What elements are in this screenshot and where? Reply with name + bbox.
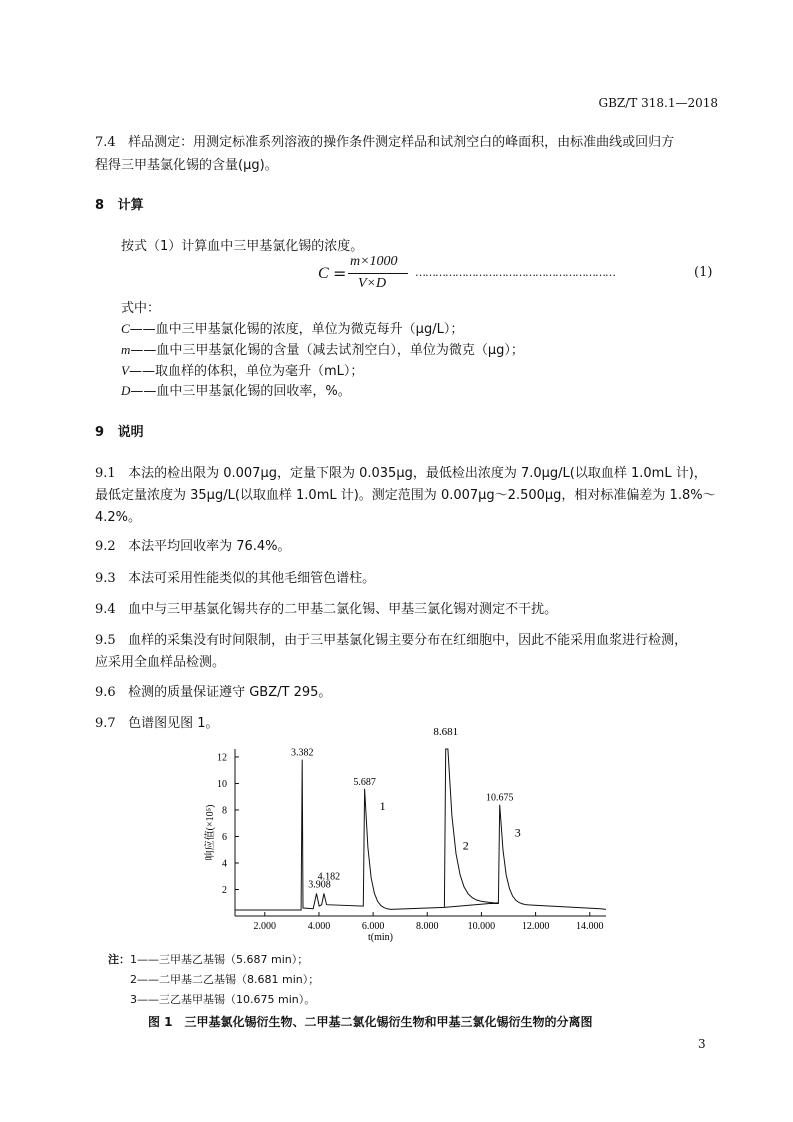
note-number: 9.1 bbox=[95, 466, 116, 481]
figure-note-2: 2——二甲基二乙基锡（8.681 min）； bbox=[130, 973, 320, 986]
note-number: 9.7 bbox=[95, 716, 116, 731]
note-text: 本法的检出限为 0.007μg，定量下限为 0.035μg，最低检出浓度为 7.0μg/L(以取血样 1.0mL 计)， bbox=[128, 466, 707, 481]
peak-number: 1 bbox=[379, 798, 386, 813]
section-9-number: 9 bbox=[95, 425, 105, 440]
note-number: 9.2 bbox=[95, 539, 116, 554]
y-tick-label: 4 bbox=[222, 858, 227, 870]
note-text: 血样的采集没有时间限制，由于三甲基氯化锡主要分布在红细胞中，因此不能采用血浆进行检测， bbox=[128, 633, 688, 648]
section-7-4-text: 样品测定：用测定标准系列溶液的操作条件测定样品和试剂空白的峰面积，由标准曲线或回归方 bbox=[128, 135, 675, 150]
peak-number: 3 bbox=[514, 825, 521, 840]
figure-caption: 图 1 三甲基氯化锡衍生物、二甲基二氯化锡衍生物和甲基三氯化锡衍生物的分离图 bbox=[148, 1015, 593, 1029]
note-9-5-line2: 应采用全血样品检测。 bbox=[95, 655, 226, 670]
x-tick-label: 10.000 bbox=[467, 921, 496, 932]
x-tick-label: 2.000 bbox=[253, 921, 277, 932]
note-text: 检测的质量保证遵守 GBZ/T 295。 bbox=[128, 685, 332, 700]
x-tick-label: 6.000 bbox=[361, 921, 385, 932]
where-symbol: V bbox=[121, 363, 129, 378]
section-7-4-line2: 程得三甲基氯化锡的含量(μg)。 bbox=[95, 158, 278, 173]
peak-label: 3.382 bbox=[290, 747, 314, 759]
note-number: 9.6 bbox=[95, 685, 116, 700]
formula-number: (1) bbox=[694, 265, 713, 280]
figure-note-1: 1——三甲基乙基锡（5.687 min）； bbox=[130, 953, 309, 966]
standard-id: GBZ/T 318.1—2018 bbox=[598, 96, 718, 110]
x-tick-label: 14.000 bbox=[576, 921, 604, 932]
formula-denominator: V×D bbox=[358, 276, 387, 291]
where-symbol: D bbox=[121, 383, 131, 398]
note-9-1-line3: 4.2%。 bbox=[95, 510, 142, 525]
formula-equals: = bbox=[333, 264, 347, 283]
where-desc: ——血中三甲基氯化锡的回收率，%。 bbox=[130, 384, 351, 399]
note-text: 色谱图见图 1。 bbox=[128, 716, 219, 731]
note-number: 9.4 bbox=[95, 602, 116, 617]
figure-note-label: 注： bbox=[108, 953, 130, 966]
where-desc: ——血中三甲基氯化锡的浓度，单位为微克每升（μg/L）； bbox=[129, 322, 464, 337]
peak-label: 3.908 bbox=[308, 879, 331, 891]
y-tick-label: 10 bbox=[217, 778, 227, 790]
formula-numerator: m×1000 bbox=[350, 254, 398, 269]
peak-label: 10.675 bbox=[485, 792, 514, 804]
note-number: 9.3 bbox=[95, 571, 116, 586]
x-axis-label: t(min) bbox=[368, 932, 393, 943]
note-text: 本法平均回收率为 76.4%。 bbox=[128, 539, 291, 554]
x-tick-label: 12.000 bbox=[521, 921, 550, 932]
chromatogram-trace bbox=[235, 749, 606, 910]
y-tick-label: 12 bbox=[217, 752, 227, 764]
peak-label: 5.687 bbox=[353, 776, 376, 788]
y-tick-label: 8 bbox=[222, 805, 227, 817]
where-desc: ——血中三甲基氯化锡的含量（减去试剂空白），单位为微克（μg）； bbox=[130, 343, 524, 358]
peak-number: 2 bbox=[462, 838, 469, 853]
page-number: 3 bbox=[698, 1037, 706, 1051]
x-tick-label: 8.000 bbox=[416, 921, 439, 932]
x-tick-label: 4.000 bbox=[307, 921, 331, 932]
where-label: 式中： bbox=[121, 301, 161, 316]
note-text: 本法可采用性能类似的其他毛细管色谱柱。 bbox=[128, 571, 376, 586]
section-8-title: 计算 bbox=[117, 198, 144, 213]
peak-label: 4.182 bbox=[317, 871, 341, 883]
formula-dots: …………………………………………………… bbox=[415, 266, 615, 279]
note-9-1-line2: 最低定量浓度为 35μg/L(以取血样 1.0mL 计)。测定范围为 0.007μg～2.500μg，相对标准偏差为 1.8%～ bbox=[95, 488, 716, 503]
section-9-title: 说明 bbox=[117, 425, 144, 440]
section-8-number: 8 bbox=[95, 198, 105, 213]
note-text: 血中与三甲基氯化锡共存的二甲基二氯化锡、甲基三氯化锡对测定不干扰。 bbox=[128, 602, 558, 617]
where-symbol: m bbox=[121, 342, 131, 357]
formula-lhs: C bbox=[318, 265, 329, 282]
where-symbol: C bbox=[121, 321, 130, 336]
section-8-intro: 按式（1）计算血中三甲基氯化锡的浓度。 bbox=[121, 239, 364, 254]
note-number: 9.5 bbox=[95, 633, 116, 648]
figure-note-3: 3——三乙基甲基锡（10.675 min）。 bbox=[130, 993, 316, 1006]
section-7-4-number: 7.4 bbox=[95, 135, 116, 150]
where-desc: ——取血样的体积，单位为毫升（mL）； bbox=[128, 364, 364, 379]
y-tick-label: 6 bbox=[222, 831, 227, 843]
y-tick-label: 2 bbox=[222, 884, 227, 896]
y-axis-label: 响应值(×10⁵) bbox=[205, 804, 216, 861]
peak-label: 8.681 bbox=[433, 726, 459, 738]
